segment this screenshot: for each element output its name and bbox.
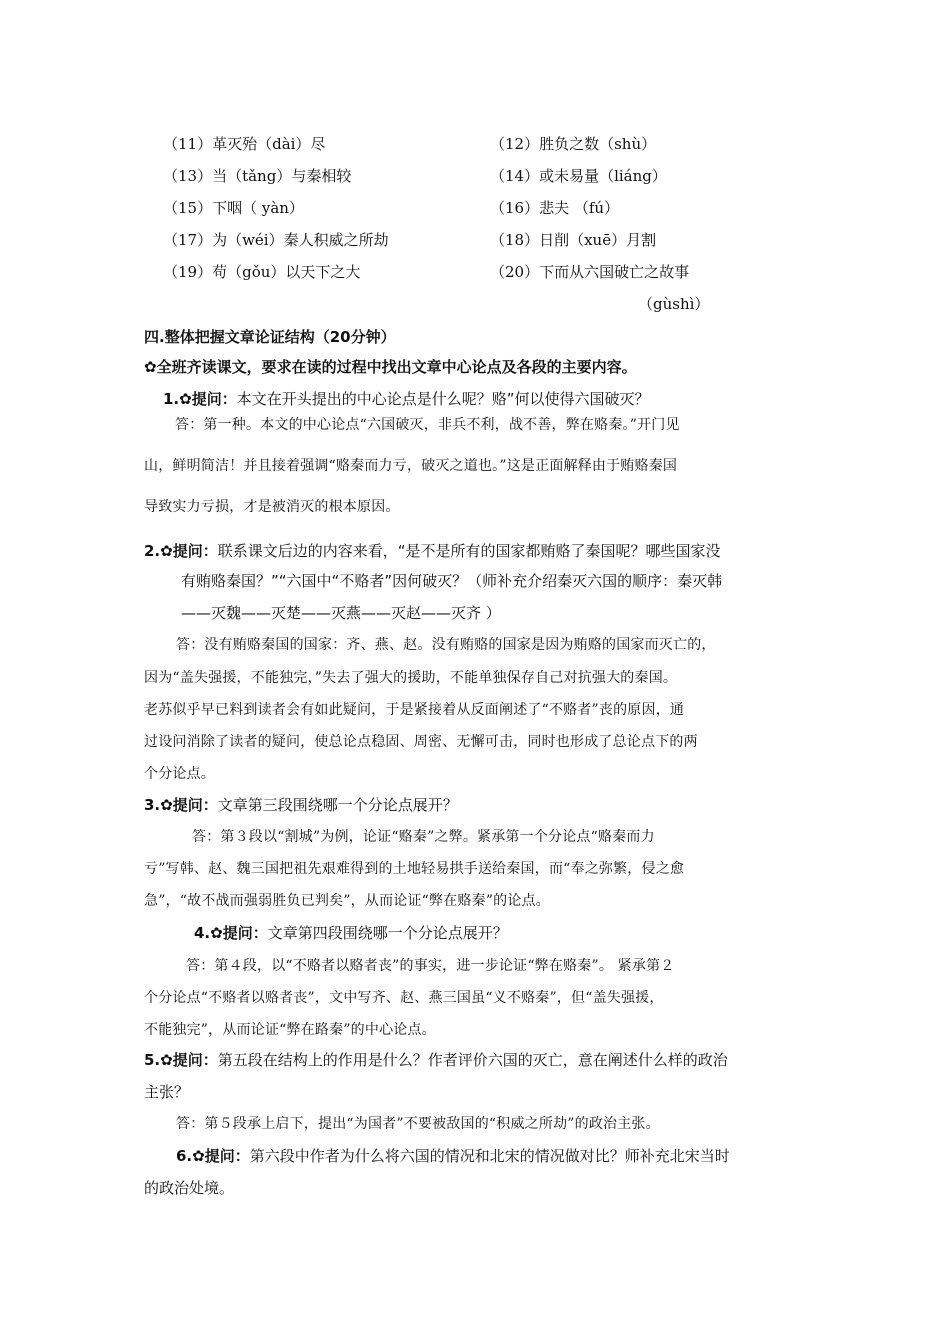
vocab-item-18: （18）日削（xuē）月割: [490, 231, 657, 249]
question-2-line-3: ——灭魏——灭楚——灭燕——灭赵——灭齐 ）: [181, 604, 501, 622]
question-number: 6.✿: [176, 1147, 205, 1165]
question-6: [176, 1146, 730, 1166]
vocab-item-11: （11）革灭殆（dài）尽: [163, 135, 326, 153]
vocab-item-15: （15）下咽（ yàn）: [163, 199, 304, 217]
answer-3-line-2: 亏”写韩、赵、魏三国把祖先艰难得到的土地轻易拱手送给秦国，而“奉之弥繁，侵之愈: [144, 861, 685, 877]
question-label: 提问：: [172, 1051, 218, 1069]
vocab-item-20-pinyin: （gùshì）: [638, 295, 710, 313]
question-6-line-2: 的政治处境。: [144, 1179, 235, 1197]
instruction-text: ✿全班齐读课文，要求在读的过程中找出文章中心论点及各段的主要内容。: [144, 358, 637, 376]
question-label: 提问：: [204, 1147, 250, 1165]
vocab-item-13: （13）当（tǎng）与秦相较: [163, 167, 352, 185]
vocab-item-12: （12）胜负之数（shù）: [490, 135, 657, 153]
question-1: [163, 389, 650, 409]
question-number: 1.✿: [163, 390, 192, 408]
question-number: 3.✿: [144, 796, 173, 814]
answer-2-line-3: 老苏似乎早已料到读者会有如此疑问，于是紧接着从反面阐述了“不赂者”丧的原因，通: [144, 702, 685, 718]
question-number: 2.✿: [144, 542, 173, 560]
question-label: 提问：: [222, 924, 268, 942]
answer-5-line-1: 答：第５段承上启下，提出“为国者”不要被敌国的“积威之所劫”的政治主张。: [176, 1116, 660, 1132]
question-number: 4.✿: [194, 924, 223, 942]
question-text: 文章第三段围绕哪一个分论点展开？: [217, 796, 458, 814]
question-label: 提问：: [172, 542, 218, 560]
answer-4-line-2: 个分论点“不赂者以赂者丧”，文中写齐、赵、燕三国虽“义不赂秦”，但“盖失强援，: [144, 990, 664, 1006]
question-text: 第五段在结构上的作用是什么？作者评价六国的灭亡，意在阐述什么样的政治: [217, 1051, 728, 1069]
vocab-item-19: （19）苟（gǒu）以天下之大: [163, 263, 361, 281]
question-3: [144, 795, 458, 815]
question-number: 5.✿: [144, 1051, 173, 1069]
question-5: [144, 1050, 728, 1070]
answer-1-line-2: 山，鲜明简洁！并且接着强调“赂秦而力亏，破灭之道也。”这是正面解释由于贿赂秦国: [144, 458, 678, 474]
answer-2-line-5: 个分论点。: [144, 766, 215, 782]
answer-4-line-1: 答：第４段，以“不赂者以赂者丧”的事实，进一步论证“弊在赂秦”。 紧承第２: [186, 958, 675, 974]
question-5-line-2: 主张？: [144, 1083, 190, 1101]
answer-3-line-1: 答：第３段以“割城”为例，论证“赂秦”之弊。紧承第一个分论点“赂秦而力: [192, 829, 655, 845]
answer-3-line-3: 急”，“故不战而强弱胜负已判矣”，从而论证“弊在赂秦”的论点。: [144, 893, 550, 909]
question-text: 本文在开头提出的中心论点是什么呢？赂”何以使得六国破灭？: [236, 390, 650, 408]
answer-2-line-2: 因为“盖失强援，不能独完，”失去了强大的援助，不能单独保存自己对抗强大的秦国。: [144, 670, 678, 686]
vocab-item-20: （20）下而从六国破亡之故事: [490, 263, 690, 281]
vocab-item-14: （14）或未易量（liáng）: [490, 167, 667, 185]
answer-2-line-1: 答：没有贿赂秦国的国家：齐、燕、赵。没有贿赂的国家是因为贿赂的国家而灭亡的，: [176, 637, 716, 653]
question-2: [144, 541, 721, 561]
question-2-line-2: 有贿赂秦国？”“六国中“不赂者”因何破灭？（师补充介绍秦灭六国的顺序：秦灭韩: [181, 572, 723, 590]
question-4: [194, 923, 508, 943]
question-label: 提问：: [191, 390, 237, 408]
question-label: 提问：: [172, 796, 218, 814]
answer-2-line-4: 过设问消除了读者的疑问，使总论点稳固、周密、无懈可击，同时也形成了总论点下的两: [144, 734, 698, 750]
answer-1-line-1: 答：第一种。本文的中心论点“六国破灭，非兵不利，战不善，弊在赂秦。”开门见: [175, 417, 680, 433]
answer-1-line-3: 导致实力亏损，才是被消灭的根本原因。: [144, 499, 400, 515]
question-text: 文章第四段围绕哪一个分论点展开？: [267, 924, 508, 942]
vocab-item-16: （16）悲夫 （fú）: [490, 199, 620, 217]
answer-4-line-3: 不能独完”，从而论证“弊在路秦”的中心论点。: [144, 1022, 436, 1038]
section-title: 四.整体把握文章论证结构（20分钟）: [144, 328, 396, 346]
vocab-item-17: （17）为（wéi）秦人积威之所劫: [163, 231, 389, 249]
question-text: 第六段中作者为什么将六国的情况和北宋的情况做对比？师补充北宋当时: [249, 1147, 730, 1165]
question-text: 联系课文后边的内容来看，“是不是所有的国家都贿赂了秦国呢？哪些国家没: [217, 542, 721, 560]
